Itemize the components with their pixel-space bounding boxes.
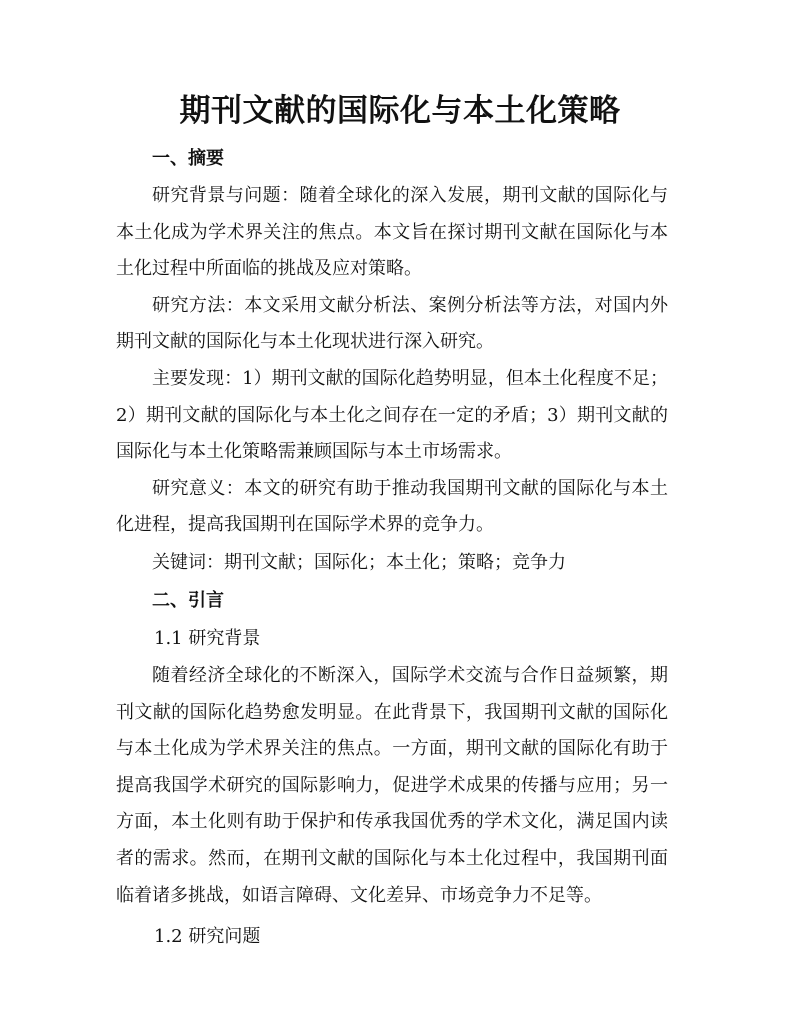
subsection-heading-research-question: 1.2 研究问题 bbox=[154, 926, 261, 948]
abstract-significance-paragraph: 研究意义：本文的研究有助于推动我国期刊文献的国际化与本土化进程，提高我国期刊在国际学术界的竞争力。 bbox=[116, 477, 668, 536]
introduction-background-paragraph: 随着经济全球化的不断深入，国际学术交流与合作日益频繁，期刊文献的国际化趋势愈发明显。在此背景下，我国期刊文献的国际化与本土化成为学术界关注的焦点。一方面，期刊文献的国际化有助于提高我国学术研究的国际影响力，促进学术成果的传播与应用；另一方面，本土化则有助于保护和传承我国优秀的学术文化，满足国内读者的需求。然而，在期刊文献的国际化与本土化过程中，我国期刊面临着诸多挑战，如语言障碍、文化差异、市场竞争力不足等。 bbox=[116, 664, 668, 906]
abstract-findings-paragraph: 主要发现：1）期刊文献的国际化趋势明显，但本土化程度不足；2）期刊文献的国际化与本土化之间存在一定的矛盾；3）期刊文献的国际化与本土化策略需兼顾国际与本土市场需求。 bbox=[116, 367, 668, 463]
section-heading-introduction: 二、引言 bbox=[152, 589, 224, 611]
document-body bbox=[116, 140, 668, 956]
section-heading-abstract: 一、摘要 bbox=[152, 148, 224, 169]
keywords-line: 关键词：期刊文献；国际化；本土化；策略；竞争力 bbox=[152, 551, 566, 573]
document-title: 期刊文献的国际化与本土化策略 bbox=[179, 93, 621, 129]
abstract-background-paragraph: 研究背景与问题：随着全球化的深入发展，期刊文献的国际化与本土化成为学术界关注的焦点。本文旨在探讨期刊文献在国际化与本土化过程中所面临的挑战及应对策略。 bbox=[116, 185, 668, 280]
subsection-heading-background: 1.1 研究背景 bbox=[154, 627, 261, 649]
abstract-method-paragraph: 研究方法：本文采用文献分析法、案例分析法等方法，对国内外期刊文献的国际化与本土化现状进行深入研究。 bbox=[116, 294, 668, 353]
